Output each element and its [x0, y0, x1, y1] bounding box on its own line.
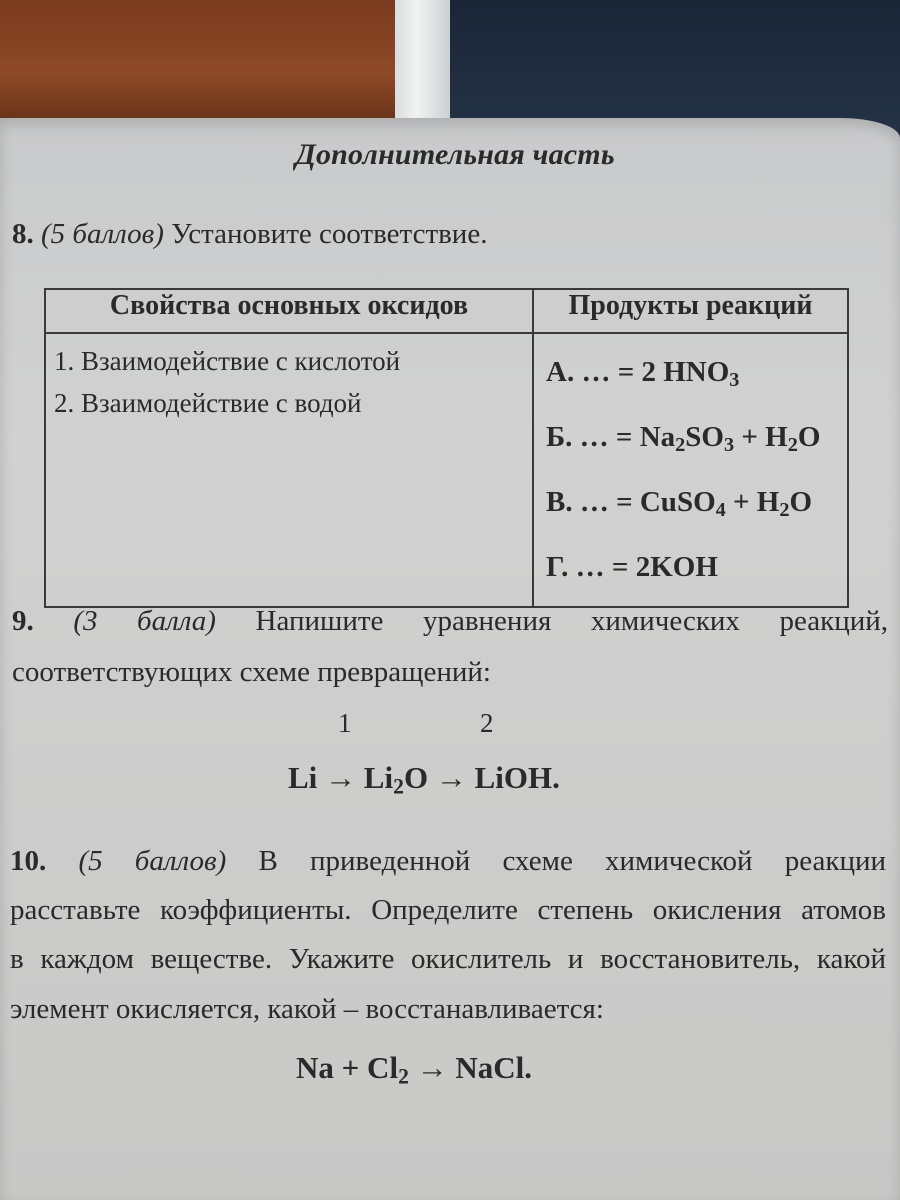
property-item: 2. Взаимодействие с водой — [54, 388, 362, 418]
reaction-equation: $Na + Cl_2$ → NaCl. — [296, 1050, 533, 1089]
question-10-line-3: в каждом веществе. Укажите окислитель и восстановитель, какой — [10, 943, 886, 975]
question-10-line-4: элемент окисляется, какой – восстанавливается: — [10, 993, 604, 1025]
property-item: 1. Взаимодействие с кислотой — [54, 346, 401, 376]
products-cell — [533, 333, 848, 607]
transformation-scheme: $Li \to Li_2O$ → LiOH. — [288, 760, 560, 799]
question-10-text: В приведенной схеме химической реакции — [258, 845, 887, 877]
question-9-line-1 — [12, 605, 888, 638]
question-8 — [12, 218, 487, 251]
question-8-points: (5 баллов) — [41, 218, 164, 250]
question-9-points: (3 балла) — [73, 605, 216, 637]
scheme-step-1: 1 — [338, 708, 352, 738]
table-header-properties: Свойства основных оксидов — [45, 289, 533, 333]
matching-table — [44, 288, 849, 608]
product-item-g: Г. … = 2KOH — [546, 551, 718, 584]
question-10-line-2: расставьте коэффициенты. Определите степень окисления атомов — [10, 894, 886, 926]
background-desk — [0, 0, 420, 120]
product-item-b: Б. … = $Na_2SO_3 + H_2O$ — [546, 421, 821, 457]
section-heading: Дополнительная часть — [295, 138, 615, 171]
question-9-number: 9. — [12, 605, 34, 637]
question-10-number: 10. — [10, 845, 47, 877]
table-header-products: Продукты реакций — [533, 289, 848, 333]
question-8-text: Установите соответствие. — [171, 218, 488, 250]
background-paper-edge — [395, 0, 450, 120]
product-item-a: А. … = 2 $HNO_3$ — [546, 356, 740, 392]
background-cloth — [450, 0, 900, 130]
scheme-step-2: 2 — [480, 708, 494, 738]
question-9-text: Напишите уравнения химических реакций, — [255, 605, 889, 637]
question-8-number: 8. — [12, 218, 34, 250]
properties-cell — [45, 333, 533, 607]
question-10-line-1 — [10, 845, 886, 878]
question-10-points: (5 баллов) — [78, 845, 227, 877]
product-item-v: В. … = CuSO$_4$ + $H_2O$ — [546, 486, 813, 522]
question-9-line-2: соответствующих схеме превращений: — [12, 656, 491, 688]
